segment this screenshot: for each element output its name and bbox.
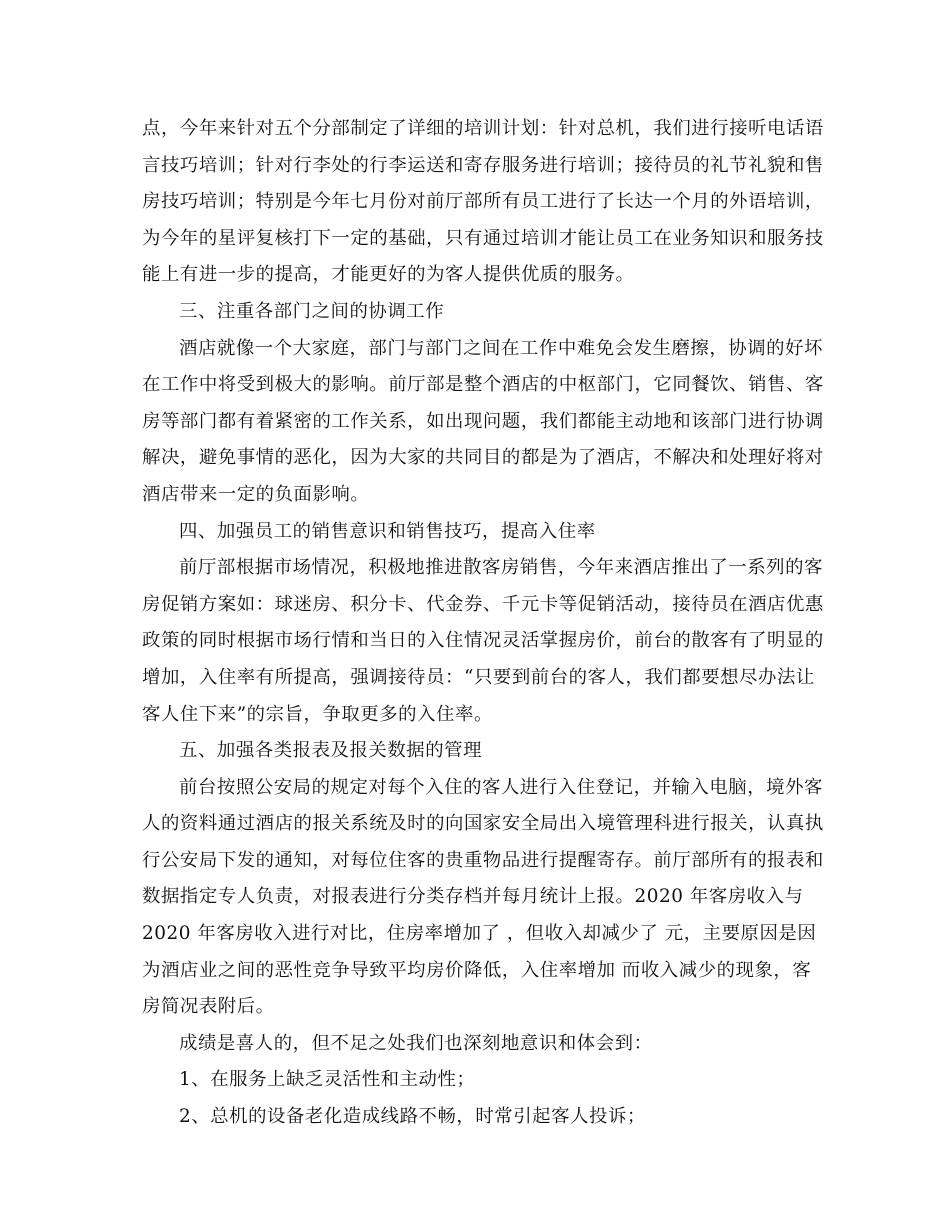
text-line: 数据指定专人负责，对报表进行分类存档并每月统计上报。2020 年客房收入与: [142, 886, 804, 908]
text-line: 增加，入住率有所提高，强调接待员：“只要到前台的客人，我们都要想尽办法让: [142, 666, 815, 688]
text-line: 能上有进一步的提高，才能更好的为客人提供优质的服务。: [142, 264, 635, 286]
text-line: 在工作中将受到极大的影响。前厅部是整个酒店的中枢部门，它同餐饮、销售、客: [142, 374, 824, 396]
text-line: 客人住下来”的宗旨，争取更多的入住率。: [142, 703, 493, 725]
text-line: 房技巧培训；特别是今年七月份对前厅部所有员工进行了长达一个月的外语培训，: [142, 191, 824, 213]
text-line: 2020 年客房收入进行对比，住房率增加了 ，但收入却减少了 元，主要原因是因: [142, 923, 817, 945]
text-line: 为酒店业之间的恶性竞争导致平均房价降低，入住率增加 而收入减少的现象，客: [142, 959, 812, 981]
text-line: 人的资料通过酒店的报关系统及时的向国家安全局出入境管理科进行报关，认真执: [142, 813, 824, 835]
text-line: 酒店带来一定的负面影响。: [142, 483, 370, 505]
text-line: 前台按照公安局的规定对每个入住的客人进行入住登记，并输入电脑，境外客: [179, 776, 823, 798]
text-line: 言技巧培训；针对行李处的行李运送和寄存服务进行培训；接待员的礼节礼貌和售: [142, 154, 824, 176]
text-line: 酒店就像一个大家庭，部门与部门之间在工作中难免会发生磨擦，协调的好坏: [179, 337, 823, 359]
paragraph-reports: [142, 770, 824, 1026]
paragraph-sales: [142, 550, 824, 733]
text-line: 解决，避免事情的恶化，因为大家的共同目的都是为了酒店，不解决和处理好将对: [142, 447, 824, 469]
text-line: 为今年的星评复核打下一定的基础，只有通过培训才能让员工在业务知识和服务技: [142, 227, 824, 249]
text-line: 政策的同时根据市场行情和当日的入住情况灵活掌握房价，前台的散客有了明显的: [142, 630, 824, 652]
text-line: 房简况表附后。: [142, 996, 275, 1018]
section-heading-coordination: 三、注重各部门之间的协调工作: [179, 300, 445, 322]
paragraph-training: [142, 111, 824, 294]
section-heading-sales: 四、加强员工的销售意识和销售技巧，提高入住率: [179, 520, 596, 542]
text-line: 前厅部根据市场情况，积极地推进散客房销售，今年来酒店推出了一系列的客: [179, 557, 823, 579]
shortcoming-item-1: 1、在服务上缺乏灵活性和主动性；: [179, 1069, 476, 1091]
paragraph-coordination: [142, 331, 824, 514]
text-line: 房促销方案如：球迷房、积分卡、代金券、千元卡等促销活动，接待员在酒店优惠: [142, 593, 824, 615]
shortcoming-item-2: 2、总机的设备老化造成线路不畅，时常引起客人投诉；: [179, 1106, 646, 1128]
section-heading-reports: 五、加强各类报表及报关数据的管理: [179, 740, 483, 762]
document-body: [142, 111, 824, 1136]
text-line: 行公安局下发的通知，对每位住客的贵重物品进行提醒寄存。前厅部所有的报表和: [142, 849, 824, 871]
text-line: 点，今年来针对五个分部制定了详细的培训计划：针对总机，我们进行接听电话语: [142, 118, 824, 139]
text-line: 房等部门都有着紧密的工作关系，如出现问题，我们都能主动地和该部门进行协调: [142, 410, 824, 432]
summary-intro: 成绩是喜人的，但不足之处我们也深刻地意识和体会到：: [179, 1032, 653, 1054]
